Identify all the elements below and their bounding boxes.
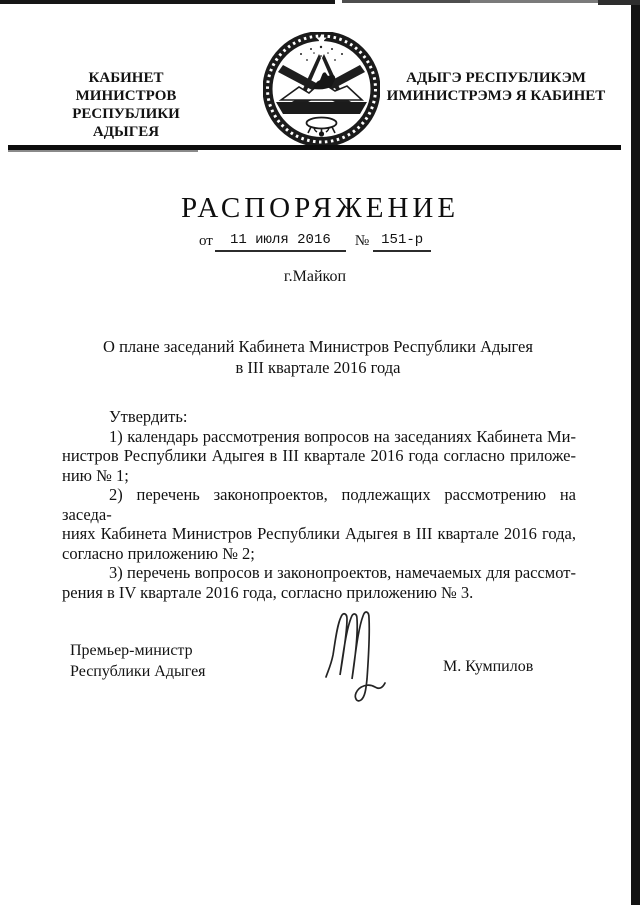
scan-artifact-top-right (470, 0, 610, 3)
signatory-post-line2: Республики Адыгея (70, 663, 206, 680)
subject-line1: О плане заседаний Кабинета Министров Республики Адыгея (103, 337, 533, 356)
document-type-title: РАСПОРЯЖЕНИЕ (180, 192, 460, 224)
signatory-post-line1: Премьер-министр (70, 642, 193, 659)
body-line: нистров Республики Адыгея в III квартале 2016 года согласно приложе- (62, 446, 576, 465)
document-body (62, 407, 576, 602)
body-line: рения в IV квартале 2016 года, согласно приложению № 3. (62, 582, 474, 602)
body-line: нию № 1; (62, 465, 129, 485)
org-name-russian-line1: КАБИНЕТ МИНИСТРОВ (75, 70, 177, 104)
org-name-adyghe (380, 69, 612, 105)
body-line: 1) календарь рассмотрения вопросов на заседаниях Кабинета Ми- (109, 426, 576, 446)
org-name-russian (42, 69, 210, 141)
handwritten-signature (318, 607, 388, 707)
date-prefix-label: от (199, 233, 213, 249)
issuing-city: г.Майкоп (283, 268, 347, 285)
org-name-adyghe-line2: ИМИНИСТРЭМЭ Я КАБИНЕТ (386, 88, 606, 104)
date-value: 11 июля 2016 (215, 232, 346, 252)
scan-artifact-top-left (0, 0, 335, 4)
signatory-post (70, 640, 206, 682)
letterhead-divider-rule (8, 145, 621, 150)
signatory-name: М. Кумпилов (443, 658, 534, 675)
body-line: 3) перечень вопросов и законопроектов, намечаемых для рассмот- (109, 563, 576, 582)
body-line: согласно приложению № 2; (62, 543, 255, 563)
body-line: ниях Кабинета Министров Республики Адыгея в III квартале 2016 года, (62, 524, 576, 543)
date-number-row (199, 232, 431, 252)
number-sign-label: № (354, 233, 370, 249)
body-line: Утвердить: (109, 407, 188, 426)
adygea-coat-of-arms-icon (263, 32, 380, 147)
document-number-value: 151-р (373, 232, 431, 252)
scan-artifact-right-edge (631, 5, 640, 905)
scan-artifact-top-middle (342, 0, 472, 3)
subject-line2: в III квартале 2016 года (235, 358, 401, 377)
org-name-adyghe-line1: АДЫГЭ РЕСПУБЛИКЭМ (406, 70, 586, 86)
document-subject (0, 336, 636, 378)
body-line: 2) перечень законопроектов, подлежащих рассмотрению на заседа- (62, 485, 576, 524)
org-name-russian-line2: РЕСПУБЛИКИ АДЫГЕЯ (72, 106, 180, 140)
